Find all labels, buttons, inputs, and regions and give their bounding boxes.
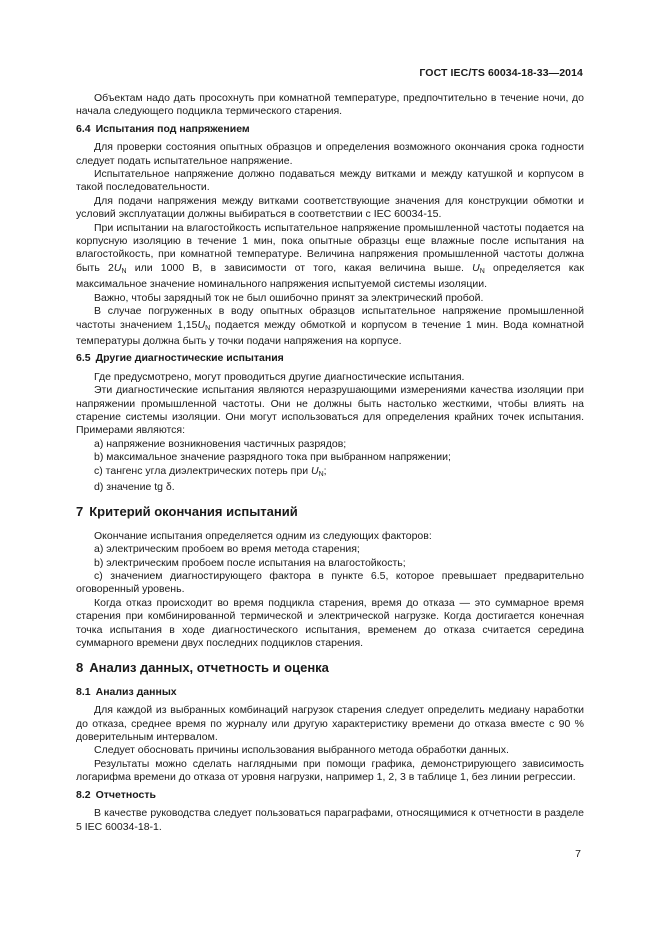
page-number: 7 — [575, 848, 581, 860]
paragraph: Результаты можно сделать наглядными при помощи графика, демонстрирующего зависимость логарифма времени до отказа от уровня нагрузки, например 1, 2, 3 в таблице 1, без линии регрессии. — [76, 757, 584, 784]
text-run: или 1000 В, в зависимости от того, какая величина выше. — [126, 261, 473, 274]
section-8-2-heading — [76, 789, 584, 802]
section-6-5-heading — [76, 352, 584, 365]
page-body — [76, 92, 584, 834]
section-title: Другие диагностические испытания — [95, 352, 284, 365]
paragraph: Важно, чтобы зарядный ток не был ошибочно принят за электрический пробой. — [94, 291, 484, 304]
section-8-1-heading — [76, 686, 584, 699]
symbol-u: U — [113, 261, 122, 274]
paragraph: Эти диагностические испытания являются неразрушающими измерениями качества изоляции при напряжении промышленной частоты. Они не должны быть настолько жесткими, чтобы влиять на старение системы изоляции. Они могут использоваться для определения крайних точек испытания. Примерами являются: — [76, 384, 584, 437]
section-title: Анализ данных — [95, 685, 177, 698]
symbol-u: U — [197, 318, 206, 331]
section-number: 8 — [76, 660, 84, 676]
list-item: b) электрическим пробоем после испытания на влагостойкость; — [94, 556, 406, 569]
text-run: При испытании на влагостойкость испытательное напряжение промышленной частоты подается на корпусную изоляцию в течение 1 мин, пока опытные образцы еще влажные после испытания на влагостойкость, при комнатной температуре. Величина напряжения промышленной частоты должна быть 2 — [76, 221, 584, 274]
list-item: b) максимальное значение разрядного тока при выбранном напряжении; — [94, 451, 451, 464]
subscript-n: N — [479, 267, 485, 275]
paragraph: Следует обосновать причины использования выбранного метода обработки данных. — [94, 744, 509, 757]
document-header: ГОСТ IEC/TS 60034-18-33—2014 — [419, 67, 583, 79]
section-number: 6.4 — [76, 122, 91, 135]
list-item: a) напряжение возникновения частичных разрядов; — [94, 437, 347, 450]
text-run: c) тангенс угла диэлектрических потерь при — [94, 464, 311, 477]
list-item: d) значение tg δ. — [94, 480, 175, 493]
paragraph — [76, 305, 584, 348]
subscript-n: N — [205, 324, 211, 332]
section-number: 7 — [76, 504, 84, 520]
section-title: Испытания под напряжением — [95, 122, 250, 135]
paragraph: Окончание испытания определяется одним из следующих факторов: — [94, 529, 432, 542]
paragraph: Когда отказ происходит во время подцикла старения, время до отказа — это суммарное время старения при комбинированной термической и электрической нагрузке. Когда достигается конечная точка испытания в ходе диагностического испытания, временем до отказа считается середина суммарного времени двух последних подциклов старения. — [76, 596, 584, 650]
section-6-4-heading — [76, 123, 584, 136]
text-run: ; — [323, 464, 327, 477]
list-item: a) электрическим пробоем во время метода старения; — [94, 543, 360, 556]
text-run: В случае погруженных в воду опытных образцов испытательное напряжение промышленной частоты значением 1,15 — [76, 305, 584, 331]
section-title: Анализ данных, отчетность и оценка — [89, 660, 329, 676]
symbol-u: U — [311, 464, 319, 477]
section-7-heading — [76, 505, 584, 518]
paragraph: Где предусмотрено, могут проводиться другие диагностические испытания. — [94, 370, 465, 383]
section-title: Отчетность — [95, 788, 156, 801]
text-run: определяется как максимальное значение номинального напряжения испытуемой системы изоляции. — [76, 261, 584, 291]
paragraph: Объектам надо дать просохнуть при комнатной температуре, предпочтительно в течение ночи, до начала следующего подцикла термического старения. — [76, 92, 584, 118]
paragraph: Для проверки состояния опытных образцов и определения возможного окончания срока годности следует подать испытательное напряжение. — [76, 141, 584, 167]
list-item — [76, 465, 584, 481]
list-item: c) значением диагностирующего фактора в пункте 6.5, которое превышает предварительно оговоренный уровень. — [76, 570, 584, 596]
paragraph: Для каждой из выбранных комбинаций нагрузок старения следует определить медиану наработки до отказа, среднее время по журналу или другую характеристику времени до отказа вместе с 90 % доверительным интервалом. — [76, 704, 584, 744]
paragraph: В качестве руководства следует пользоваться параграфами, относящимися к отчетности в разделе 5 IEC 60034-18-1. — [76, 807, 584, 833]
paragraph — [76, 222, 584, 292]
section-title: Критерий окончания испытаний — [89, 504, 298, 520]
section-number: 6.5 — [76, 352, 91, 365]
symbol-u: U — [472, 261, 480, 274]
paragraph: Для подачи напряжения между витками соответствующие значения для конструкции обмотки и условий эксплуатации должны выбираться в соответствии с IEC 60034-15. — [76, 194, 584, 221]
text-run: подается между обмоткой и корпусом в течение 1 мин. Вода комнатной температуры должна быть у точки подачи напряжения на корпусе. — [76, 318, 584, 347]
section-8-heading — [76, 661, 584, 674]
section-number: 8.1 — [76, 685, 91, 698]
paragraph: Испытательное напряжение должно подаваться между витками и между катушкой и корпусом в такой последовательности. — [76, 168, 584, 194]
subscript-n: N — [318, 470, 324, 478]
section-number: 8.2 — [76, 788, 91, 801]
subscript-n: N — [121, 267, 127, 275]
